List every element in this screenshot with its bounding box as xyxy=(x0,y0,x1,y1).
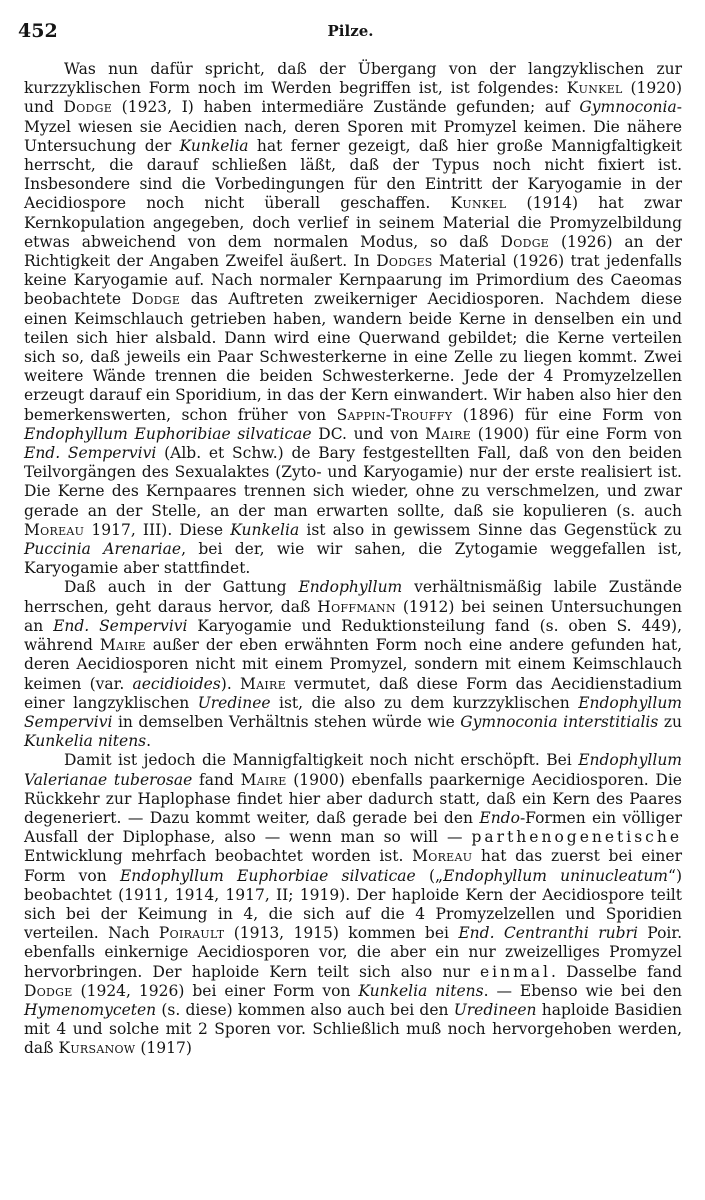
text-run: („ xyxy=(415,866,444,885)
italic-term: Kunkelia xyxy=(179,136,249,155)
text-run: (1917) xyxy=(135,1039,192,1058)
text-run: (1914) hat zwar Kernkopulation angegeben, doch verlief in seinem Material die Promyzelbildung etwas abweichend von dem normalen Modus, so daß xyxy=(24,194,682,251)
italic-term: Endophyllum xyxy=(298,578,403,597)
text-run: -Myzel wiesen sie Aecidien nach, deren Sporen mit Promyzel keimen. Die nähere Untersuchung der xyxy=(24,98,682,155)
italic-term: Endophyllum Euphoribiae silvaticae xyxy=(24,424,312,443)
paragraph xyxy=(24,60,682,578)
text-run: (1900) für eine Form von xyxy=(471,424,682,443)
text-run: das Auftreten zweikerniger Aecidiosporen. Nachdem diese einen Keimschlauch getrieben haben, wandern beide Kerne in denselben ein und teilen sich hier alsbald. Dann wird eine Querwand gebildet; die Kerne verteilen sich so, daß jeweils ein Paar Schwesterkerne in eine Zelle zu liegen kommt. Zwei weitere Wände trennen die beiden Schwesterkerne. Jede der 4 Promyzelzellen erzeugt darauf ein Sporidium, in das der Kern einwandert. Wir haben also hier den bemerkenswerten, schon früher von xyxy=(24,290,682,424)
text-run: ist also in gewissem Sinne das Gegenstück zu xyxy=(299,520,682,539)
text-run: verhältnismäßig labile Zustände herrschen, geht daraus hervor, daß xyxy=(24,578,682,616)
text-run: (Alb. et Schw.) de Bary festgestellten Fall, daß von den beiden Teilvorgängen des Sexualaktes (Zyto- und Karyogamie) nur der erste realisiert ist. Die Kerne des Kernpaares trennen sich wieder, ohne zu verschmelzen, und zwar gerade an der Stelle, an der man erwarten sollte, daß sie kopulieren (s. auch xyxy=(24,444,682,520)
italic-term: Endophyllum uninucleatum xyxy=(443,866,669,885)
text-run: außer der eben erwähnten Form noch eine andere gefunden hat, deren Aecidiosporen nicht mit einem Promyzel, sondern mit einem Keimschlauch keimen (var. xyxy=(24,636,683,693)
text-run: Daß auch in der Gattung xyxy=(64,578,299,597)
italic-term: Endophyllum Sempervivi xyxy=(24,693,682,731)
italic-term: Uredinee xyxy=(197,693,271,712)
author-name: Dodge xyxy=(131,290,181,309)
text-run: . — Ebenso wie bei den xyxy=(483,981,682,1000)
text-run: , bei der, wie wir sahen, die Zytogamie weggefallen ist, Karyogamie aber stattfindet. xyxy=(24,540,683,578)
text-run: DC. und von xyxy=(311,424,426,443)
page-number: 452 xyxy=(18,20,58,42)
text-run: in demselben Verhältnis stehen würde wie xyxy=(112,712,461,731)
author-name: Hoffmann xyxy=(317,597,396,616)
text-run: (1912) bei seinen Untersuchungen an xyxy=(24,597,683,635)
author-name: Dodge xyxy=(63,98,113,117)
author-name: Kunkel xyxy=(566,79,623,98)
italic-term: aecidioides xyxy=(132,674,221,693)
text-run: 1917, III). Diese xyxy=(84,520,231,539)
italic-term: Kunkelia nitens xyxy=(358,981,484,1000)
text-run: fand xyxy=(192,770,241,789)
text-run: (1896) für eine Form von xyxy=(452,405,682,424)
text-run: . Dasselbe fand xyxy=(551,962,682,981)
text-run: Was nun dafür spricht, daß der Übergang von der langzyklischen zur kurzzyklischen Form noch im Werden begriffen ist, ist folgendes: xyxy=(24,60,682,98)
paragraph xyxy=(24,751,682,1058)
author-name: Maire xyxy=(240,770,287,789)
text-run: Karyogamie und Reduktionsteilung fand (s. oben S. 449), während xyxy=(24,616,683,655)
spaced-emphasis: einmal xyxy=(480,962,552,981)
author-name: Maire xyxy=(99,636,146,655)
italic-term: Endophyllum Valerianae tuberosae xyxy=(24,751,682,789)
italic-term: Kunkelia xyxy=(230,520,300,539)
author-name: Moreau xyxy=(412,847,473,866)
text-run: (1900) ebenfalls paarkernige Aecidiosporen. Die Rückkehr zur Haplophase findet hier aber dadurch statt, daß ein Kern des Paares degeneriert. — Dazu kommt weiter, daß gerade bei den xyxy=(24,770,682,827)
text-run: “) beobachtet (1911, 1914, 1917, II; 1919). Der haploide Kern der Aecidiospore teilt sich bei der Keimung in 4, die sich auf die 4 Promyzelzellen und Sporidien verteilen. Nach xyxy=(24,866,682,943)
text-run: hat das zuerst bei einer Form von xyxy=(24,847,682,885)
author-name: Dodges xyxy=(376,252,433,271)
italic-term: Puccinia Arenariae xyxy=(24,540,182,559)
body-text xyxy=(24,60,682,1059)
text-run: Damit ist jedoch die Mannigfaltigkeit noch nicht erschöpft. Bei xyxy=(64,751,579,770)
italic-term: Gymnoconia interstitialis xyxy=(460,712,659,731)
italic-term: End. Sempervivi xyxy=(24,444,157,463)
author-name: Poirault xyxy=(158,924,225,943)
author-name: Maire xyxy=(425,424,472,443)
paragraph xyxy=(24,578,682,751)
text-run: Material (1926) trat jedenfalls keine Karyogamie auf. Nach normaler Kernpaarung im Primordium des Caeomas beobachtete xyxy=(24,252,683,309)
italic-term: Endo xyxy=(479,808,520,827)
text-run: Poir. ebenfalls einkernige Aecidiosporen vor, die aber ein nur zweizelliges Promyzel hervorbringen. Der haploide Kern teilt sich also nur xyxy=(24,924,682,981)
text-run: -Formen ein völliger Ausfall der Diplophase, also — wenn man so will — xyxy=(24,808,682,847)
text-run: vermutet, daß diese Form das Aecidienstadium einer langzyklischen xyxy=(24,674,682,712)
author-name: Kunkel xyxy=(450,194,507,213)
text-run: Entwicklung mehrfach beobachtet worden ist. xyxy=(24,847,413,866)
author-name: Sappin-Trouffy xyxy=(336,405,453,424)
text-run: (1924, 1926) bei einer Form von xyxy=(72,981,359,1000)
italic-term: Hymenomyceten xyxy=(24,1000,157,1019)
text-run: . xyxy=(146,732,152,751)
text-run: (1923, I) haben intermediäre Zustände gefunden; auf xyxy=(112,98,580,117)
author-name: Maire xyxy=(239,674,286,693)
author-name: Kursanow xyxy=(58,1039,136,1058)
running-head: Pilze. xyxy=(327,22,374,40)
author-name: Dodge xyxy=(500,232,550,251)
spaced-emphasis: parthenogenetische xyxy=(471,828,682,847)
text-run: ). xyxy=(220,674,240,693)
author-name: Dodge xyxy=(24,981,73,1000)
page-header xyxy=(18,20,683,44)
text-run: ist, die also zu dem kurzzyklischen xyxy=(270,693,579,712)
text-run: (s. diese) kommen also auch bei den xyxy=(156,1000,454,1019)
text-run: zu xyxy=(658,712,682,731)
text-run: (1926) an der Richtigkeit der Angaben Zweifel äußert. In xyxy=(24,232,682,271)
italic-term: Kunkelia nitens xyxy=(24,732,147,751)
italic-term: Endophyllum Euphorbiae silvaticae xyxy=(119,866,416,885)
italic-term: End. Sempervivi xyxy=(53,616,188,635)
author-name: Moreau xyxy=(24,520,85,539)
text-run: hat ferner gezeigt, daß hier große Mannigfaltigkeit herrscht, die darauf schließen läßt, daß der Typus noch nicht fixiert ist. Insbesondere sind die Vorbedingungen für den Eintritt der Karyogamie in der Aecidiospore noch nicht überall geschaffen. xyxy=(24,136,682,213)
italic-term: End. Centranthi rubri xyxy=(458,924,638,943)
text-run: (1920) und xyxy=(24,79,682,117)
italic-term: Gymnoconia xyxy=(579,98,677,117)
text-run: (1913, 1915) kommen bei xyxy=(224,924,459,943)
italic-term: Uredineen xyxy=(453,1000,537,1019)
text-run: haploide Basidien mit 4 und solche mit 2 Sporen vor. Schließlich muß noch hervorgehoben werden, daß xyxy=(24,1000,682,1058)
